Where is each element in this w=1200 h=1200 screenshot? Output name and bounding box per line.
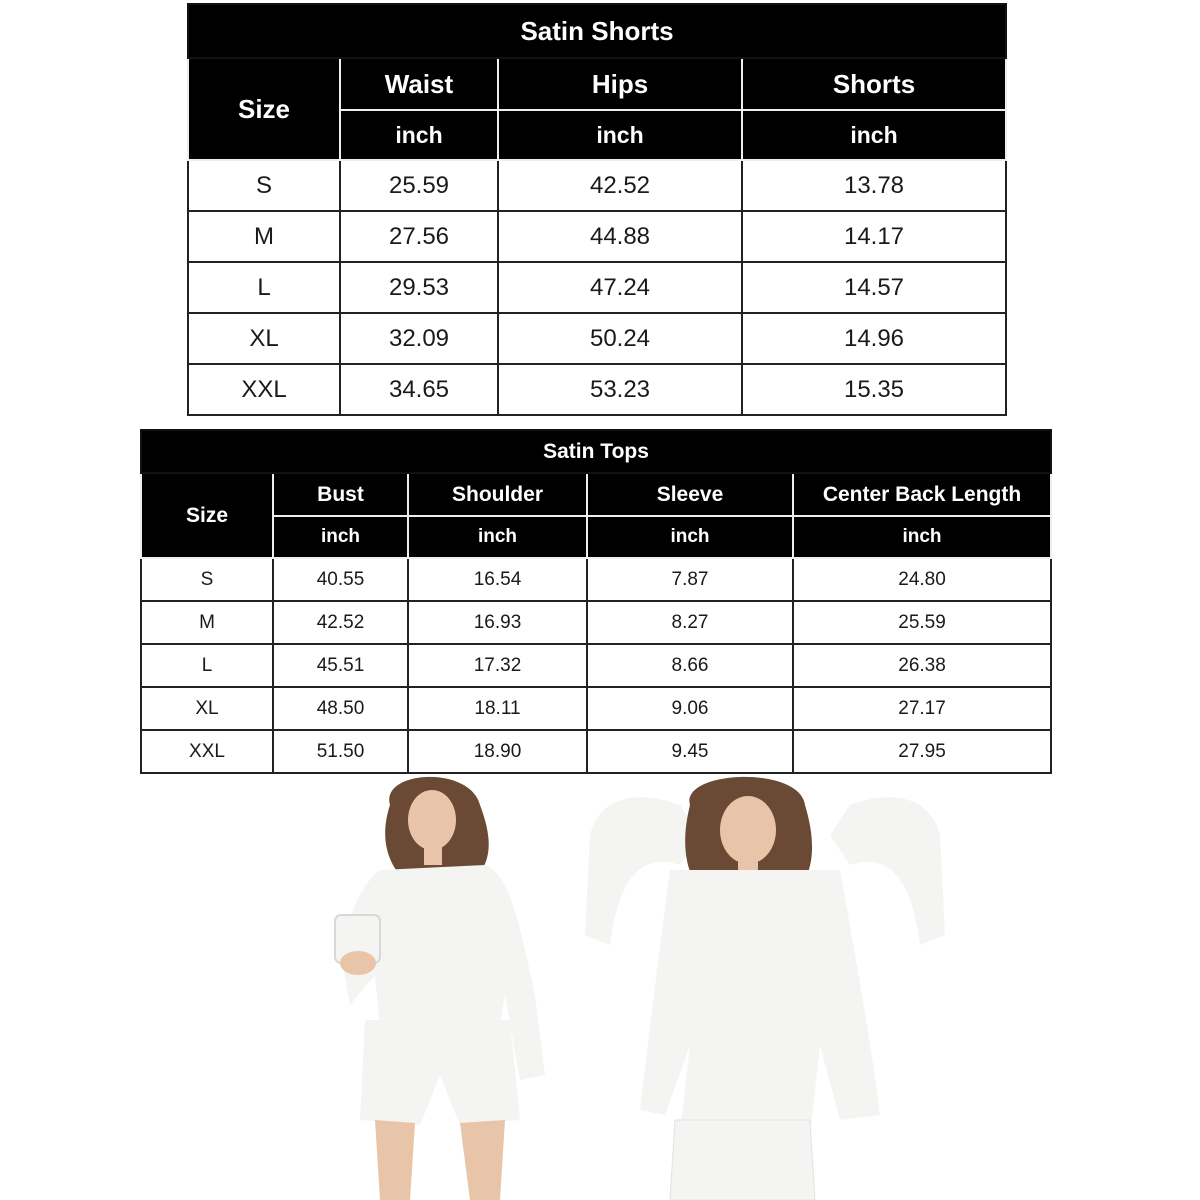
value-cell: 8.66 — [587, 644, 793, 687]
tops-col-header: Sleeve — [587, 473, 793, 516]
size-cell: M — [188, 211, 340, 262]
tops-unit-header: inch — [273, 516, 408, 558]
value-cell: 40.55 — [273, 558, 408, 601]
value-cell: 48.50 — [273, 687, 408, 730]
shorts-col-header: Hips — [498, 58, 742, 110]
value-cell: 13.78 — [742, 160, 1006, 211]
value-cell: 14.96 — [742, 313, 1006, 364]
table-row — [188, 364, 1006, 415]
table-row — [188, 211, 1006, 262]
value-cell: 9.45 — [587, 730, 793, 773]
size-cell: XXL — [141, 730, 273, 773]
value-cell: 9.06 — [587, 687, 793, 730]
shorts-unit-header: inch — [340, 110, 498, 160]
satin-shorts — [360, 1020, 520, 1125]
value-cell: 32.09 — [340, 313, 498, 364]
value-cell: 29.53 — [340, 262, 498, 313]
table-row — [141, 687, 1051, 730]
value-cell: 24.80 — [793, 558, 1051, 601]
model-photo-standing — [320, 775, 560, 1200]
table-row — [188, 160, 1006, 211]
value-cell: 16.93 — [408, 601, 587, 644]
size-cell: XL — [141, 687, 273, 730]
satin-shorts — [670, 1120, 815, 1200]
value-cell: 25.59 — [793, 601, 1051, 644]
value-cell: 44.88 — [498, 211, 742, 262]
table-row — [141, 730, 1051, 773]
table-row — [188, 313, 1006, 364]
size-cell: XL — [188, 313, 340, 364]
shorts-table-title: Satin Shorts — [188, 4, 1006, 58]
value-cell: 27.56 — [340, 211, 498, 262]
table-row — [141, 601, 1051, 644]
size-cell: M — [141, 601, 273, 644]
tops-table-title: Satin Tops — [141, 430, 1051, 473]
satin-long-shirt — [640, 870, 880, 1135]
model-photo-hands-behind-head — [580, 775, 950, 1200]
tops-unit-header: inch — [587, 516, 793, 558]
value-cell: 45.51 — [273, 644, 408, 687]
shorts-size-header: Size — [188, 58, 340, 160]
value-cell: 34.65 — [340, 364, 498, 415]
model-face — [408, 790, 456, 850]
tops-unit-header: inch — [408, 516, 587, 558]
shorts-unit-header: inch — [498, 110, 742, 160]
value-cell: 50.24 — [498, 313, 742, 364]
size-cell: L — [188, 262, 340, 313]
size-cell: XXL — [188, 364, 340, 415]
tops-col-header: Center Back Length — [793, 473, 1051, 516]
table-row — [188, 262, 1006, 313]
value-cell: 47.24 — [498, 262, 742, 313]
shorts-unit-header: inch — [742, 110, 1006, 160]
table-row — [141, 644, 1051, 687]
tops-size-table — [140, 429, 1052, 774]
tops-size-header: Size — [141, 473, 273, 558]
shorts-col-header: Shorts — [742, 58, 1006, 110]
value-cell: 27.95 — [793, 730, 1051, 773]
tops-unit-header: inch — [793, 516, 1051, 558]
value-cell: 17.32 — [408, 644, 587, 687]
value-cell: 25.59 — [340, 160, 498, 211]
value-cell: 7.87 — [587, 558, 793, 601]
value-cell: 16.54 — [408, 558, 587, 601]
value-cell: 51.50 — [273, 730, 408, 773]
value-cell: 14.57 — [742, 262, 1006, 313]
size-cell: S — [188, 160, 340, 211]
tops-col-header: Bust — [273, 473, 408, 516]
table-row — [141, 558, 1051, 601]
size-cell: S — [141, 558, 273, 601]
value-cell: 18.11 — [408, 687, 587, 730]
value-cell: 42.52 — [273, 601, 408, 644]
value-cell: 14.17 — [742, 211, 1006, 262]
shorts-size-table — [187, 3, 1007, 416]
value-cell: 15.35 — [742, 364, 1006, 415]
value-cell: 8.27 — [587, 601, 793, 644]
model-face — [720, 796, 776, 864]
value-cell: 18.90 — [408, 730, 587, 773]
shorts-col-header: Waist — [340, 58, 498, 110]
value-cell: 42.52 — [498, 160, 742, 211]
value-cell: 26.38 — [793, 644, 1051, 687]
size-cell: L — [141, 644, 273, 687]
value-cell: 53.23 — [498, 364, 742, 415]
value-cell: 27.17 — [793, 687, 1051, 730]
tops-col-header: Shoulder — [408, 473, 587, 516]
